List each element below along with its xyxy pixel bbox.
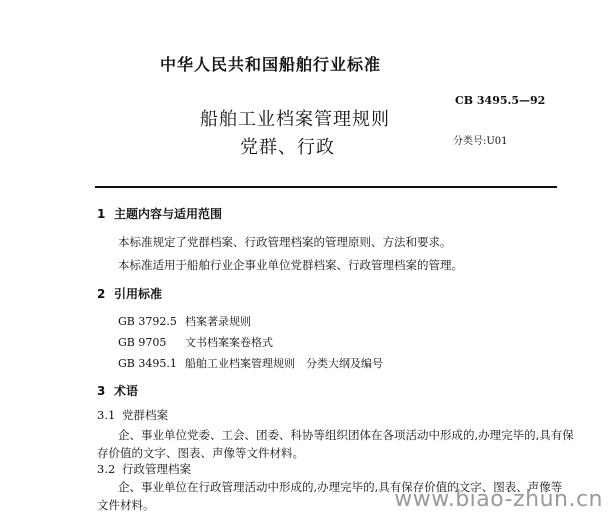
subsection-3-2-line-2: 文件材料。 [97,498,155,512]
subsection-number: 3.1 [97,408,116,422]
subsection-number: 3.2 [97,462,116,476]
section-title: 主题内容与适用范围 [114,207,223,221]
section-number: 3 [97,384,106,398]
reference-title: 文书档案案卷格式 [185,336,273,349]
watermark-text: www.biao-zhun.cn [394,487,603,512]
subsection-3-1-heading [97,407,168,423]
reference-item [118,313,251,329]
subsection-3-2-heading [97,461,191,477]
header-divider [95,186,557,188]
standard-number: CB 3495.5—92 [455,94,546,107]
section-1-paragraph-2: 本标准适用于船舶行业企事业单位党群档案、行政管理档案的管理。 [118,258,463,272]
section-1-paragraph-1: 本标准规定了党群档案、行政管理档案的管理原则、方法和要求。 [118,235,452,249]
reference-item [118,334,273,350]
reference-code: GB 9705 [118,336,167,349]
subsection-title: 行政管理档案 [122,462,191,476]
industry-standard-heading: 中华人民共和国船舶行业标准 [160,55,382,74]
subsection-3-1-line-1: 企、事业单位党委、工会、团委、科协等组织团体在各项活动中形成的,办理完毕的,具有保 [118,428,574,442]
section-number: 1 [97,207,106,221]
section-title: 引用标准 [114,287,163,301]
section-3-heading [97,382,138,399]
subsection-3-2-line-1: 企、事业单位在行政管理活动中形成的,办理完毕的,具有保存价值的文字、图表、声像等 [118,480,563,494]
reference-code: GB 3495.1 [118,357,177,370]
reference-title: 船舶工业档案管理规则 分类大纲及编号 [185,357,383,370]
classification-number: 分类号:U01 [453,136,508,147]
document-subtitle: 党群、行政 [240,137,335,158]
section-number: 2 [97,287,106,301]
subsection-3-1-line-2: 存价值的文字、图表、声像等文件材料。 [97,446,304,460]
document-title: 船舶工业档案管理规则 [200,109,390,130]
section-title: 术语 [114,384,139,398]
reference-code: GB 3792.5 [118,315,177,328]
reference-title: 档案著录规则 [185,315,251,328]
section-1-heading [97,205,222,222]
subsection-title: 党群档案 [122,408,168,422]
reference-item [118,355,383,371]
section-2-heading [97,285,162,302]
